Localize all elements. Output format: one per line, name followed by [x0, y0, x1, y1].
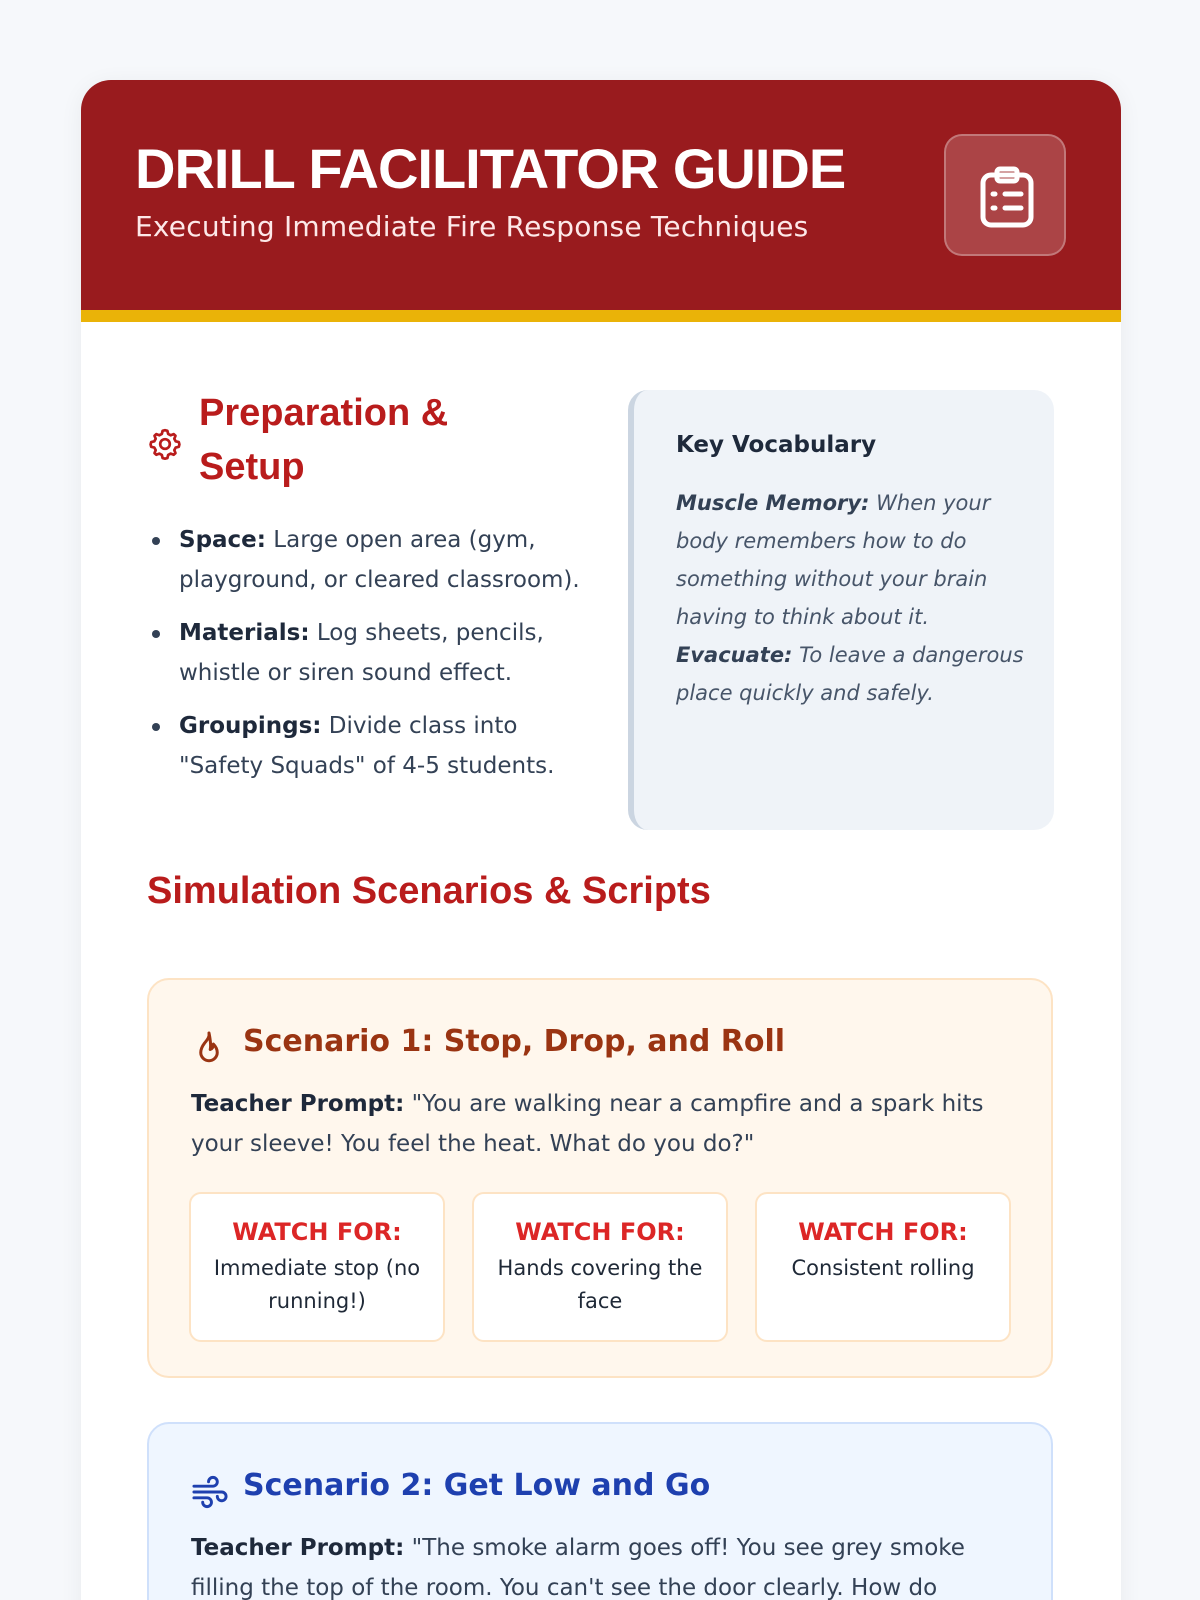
watch-for-card [472, 1192, 728, 1342]
preparation-list [147, 520, 587, 799]
page-subtitle: Executing Immediate Fire Response Techniques [135, 210, 809, 243]
preparation-title: Preparation & Setup [199, 392, 449, 488]
watch-for-card [755, 1192, 1011, 1342]
wind-icon [191, 1474, 229, 1510]
gear-icon [147, 426, 183, 462]
flame-icon [191, 1030, 227, 1066]
page-title: DRILL FACILITATOR GUIDE [135, 137, 846, 200]
watch-for-label: WATCH FOR: [515, 1218, 685, 1246]
teacher-prompt: Teacher Prompt: "You are walking near a campfire and a spark hits your sleeve! You feel the heat. What do you do?" [191, 1091, 984, 1157]
scenario-title: Scenario 2: Get Low and Go [243, 1468, 711, 1503]
vocab-term: Evacuate: [676, 643, 793, 667]
list-item: Materials: Log sheets, pencils, whistle or siren sound effect. [147, 613, 587, 693]
teacher-prompt: Teacher Prompt: "The smoke alarm goes off! You see grey smoke filling the top of the room. You can't see the door clearly. How do [191, 1535, 965, 1600]
list-item: Groupings: Divide class into "Safety Squads" of 4-5 students. [147, 706, 587, 786]
watch-for-card [189, 1192, 445, 1342]
clipboard-icon [979, 166, 1035, 228]
watch-for-text: Immediate stop (no running!) [213, 1256, 421, 1313]
vocabulary-definitions [676, 484, 1026, 712]
watch-for-text: Hands covering the face [497, 1256, 703, 1313]
watch-for-label: WATCH FOR: [798, 1218, 968, 1246]
vocabulary-box [628, 390, 1054, 830]
vocab-definition: To leave a dangerous place quickly and safely. [676, 643, 1024, 705]
guide-card [81, 80, 1121, 1600]
watch-for-text: Consistent rolling [791, 1256, 975, 1280]
scenario-card-1 [147, 978, 1053, 1378]
clipboard-icon-box [944, 134, 1066, 256]
vocab-definition: When your body remembers how to do something without your brain having to think about it. [676, 491, 991, 629]
scenario-card-2 [147, 1422, 1053, 1600]
vocab-term: Muscle Memory: [676, 491, 870, 515]
vocabulary-title: Key Vocabulary [676, 432, 877, 458]
scenarios-heading: Simulation Scenarios & Scripts [147, 870, 711, 912]
header-accent-stripe [81, 310, 1121, 322]
watch-for-label: WATCH FOR: [232, 1218, 402, 1246]
list-item: Space: Large open area (gym, playground, or cleared classroom). [147, 520, 587, 600]
header-banner [81, 80, 1121, 310]
scenario-title: Scenario 1: Stop, Drop, and Roll [243, 1024, 786, 1059]
